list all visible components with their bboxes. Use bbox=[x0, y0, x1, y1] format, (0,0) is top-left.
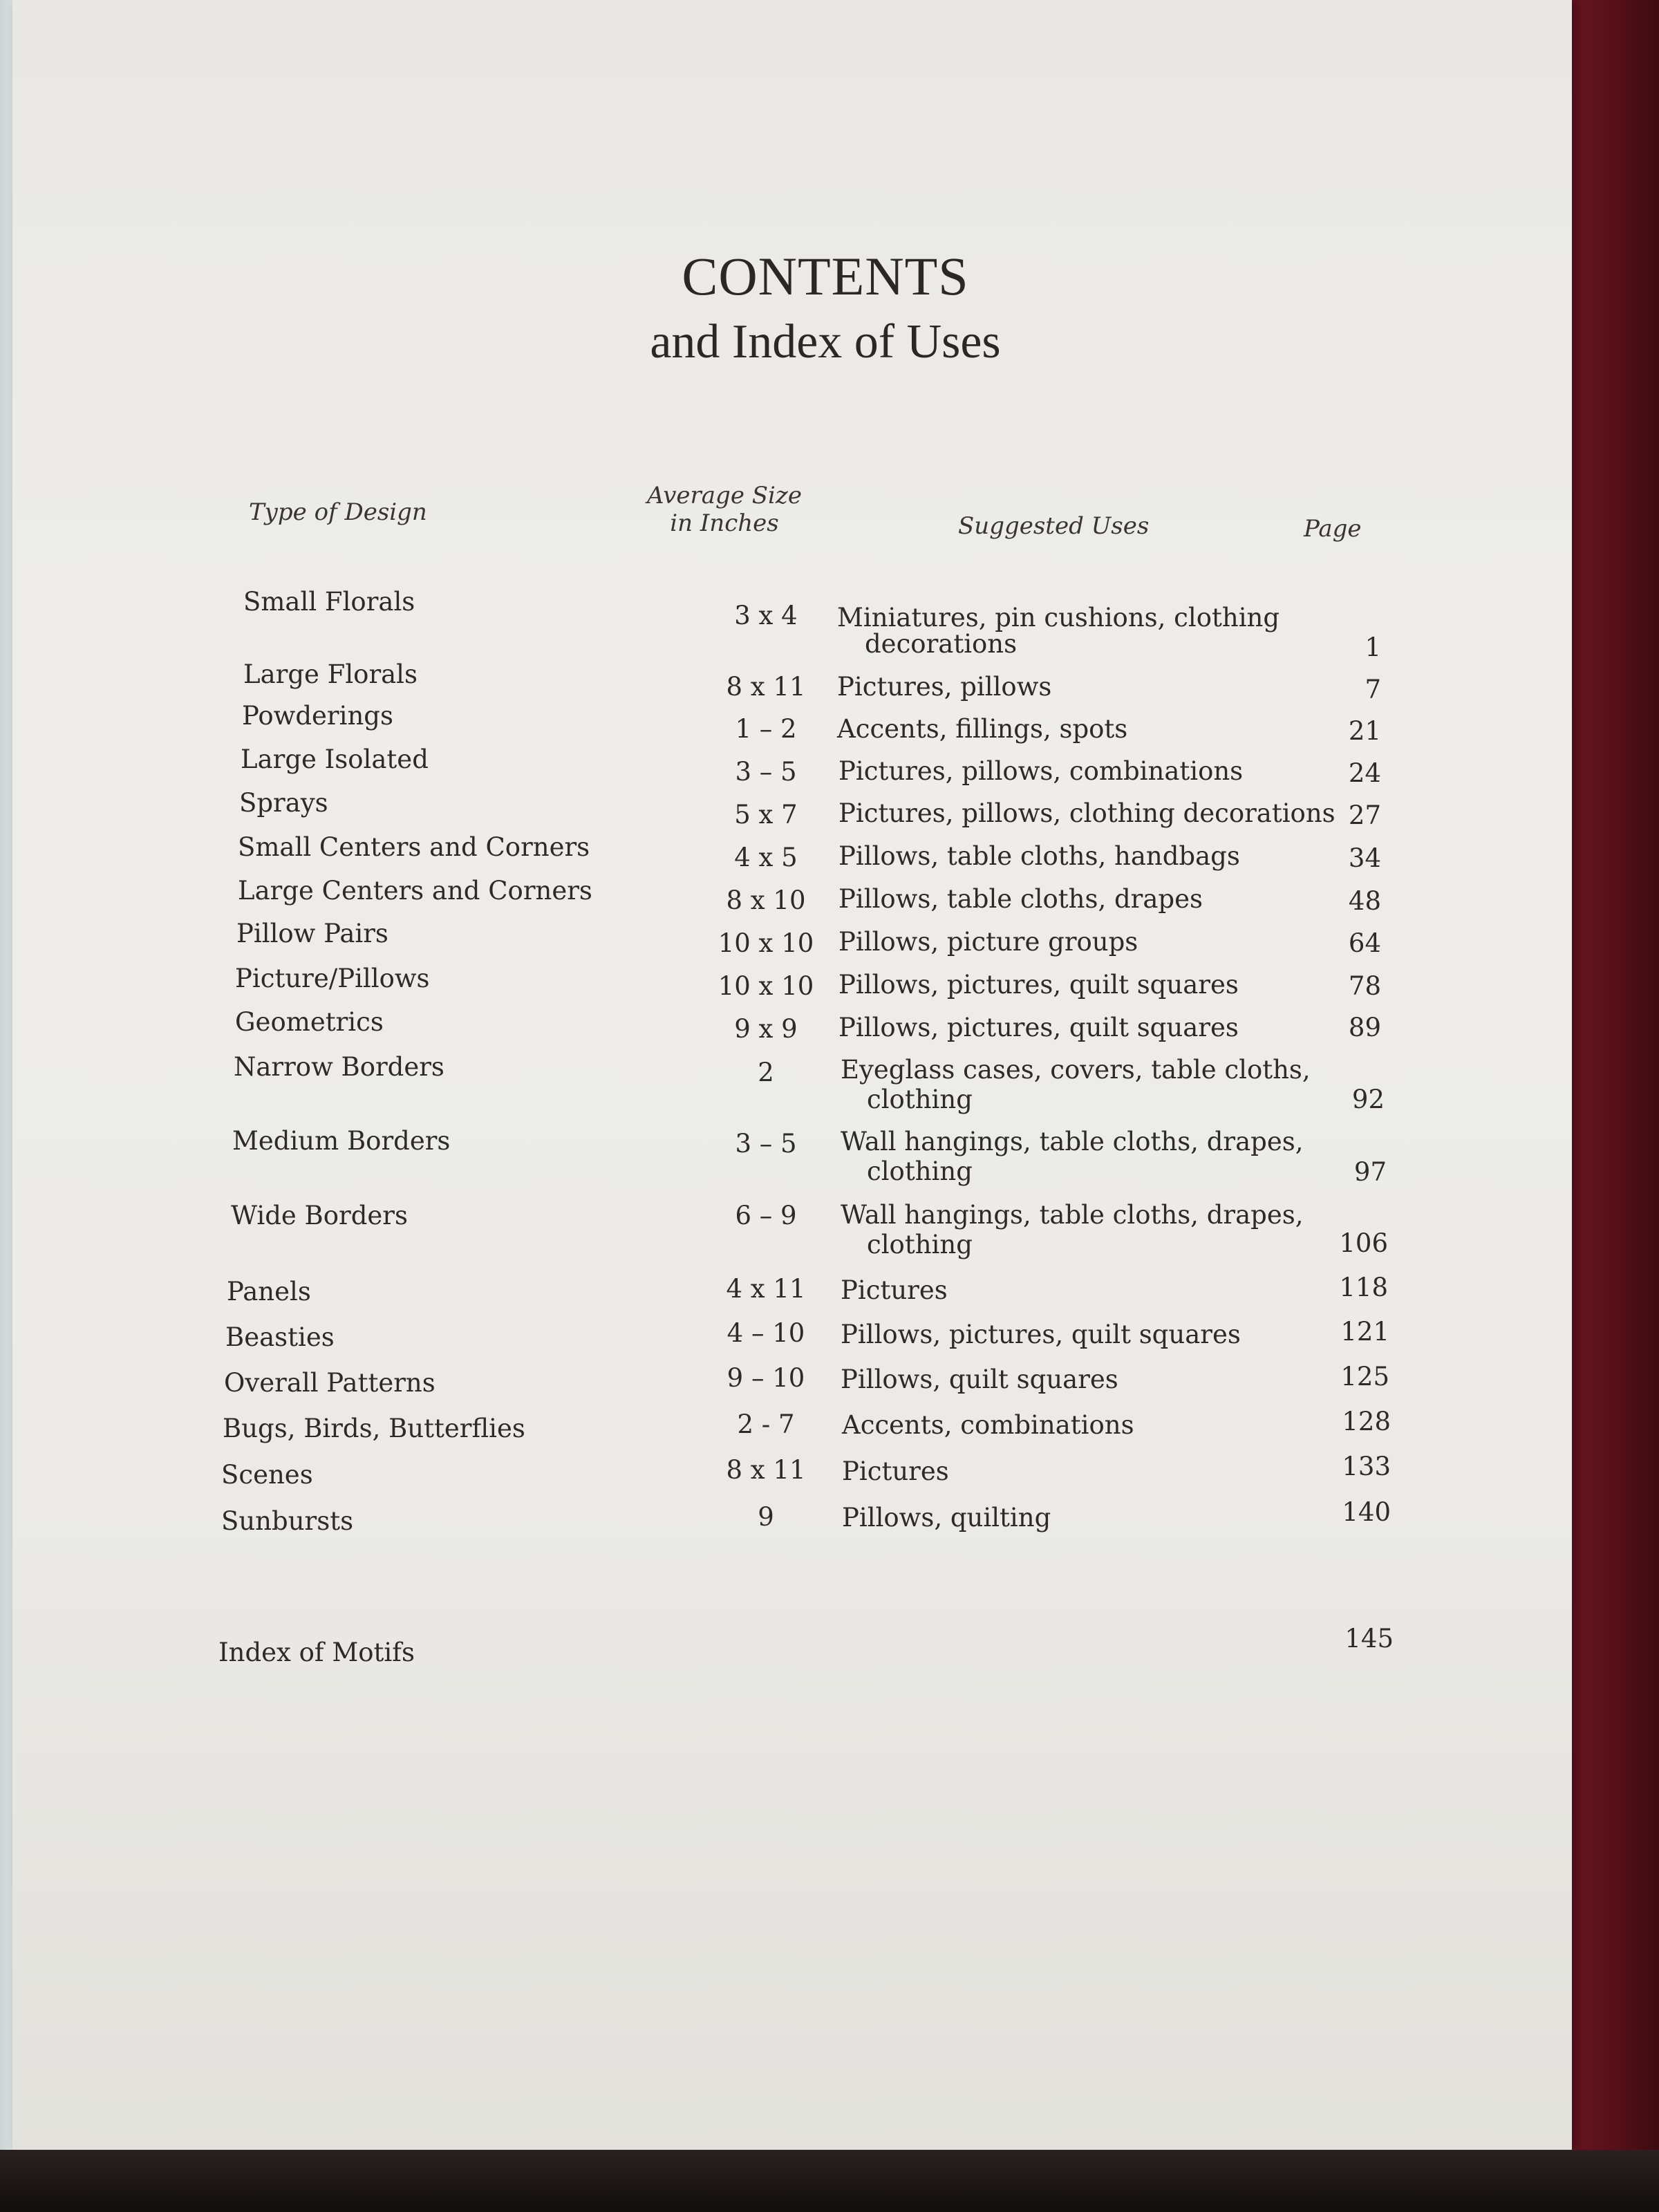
row-uses: Wall hangings, table cloths, drapes, bbox=[841, 1200, 1304, 1230]
row-page: 97 bbox=[1353, 1157, 1387, 1187]
row-size: 8 x 11 bbox=[726, 1455, 806, 1485]
row-type: Powderings bbox=[242, 701, 393, 731]
index-of-motifs-page: 145 bbox=[1344, 1624, 1394, 1653]
header-type: Type of Design bbox=[249, 498, 427, 526]
row-uses-cont: clothing bbox=[867, 1156, 973, 1186]
row-type: Small Florals bbox=[243, 587, 415, 617]
row-size: 1 – 2 bbox=[735, 714, 797, 744]
header-size-line1: Average Size bbox=[647, 482, 802, 509]
row-uses: Accents, combinations bbox=[842, 1410, 1134, 1440]
page-title: CONTENTS bbox=[682, 246, 969, 306]
row-page: 128 bbox=[1342, 1407, 1391, 1436]
row-uses: Pillows, quilting bbox=[842, 1503, 1051, 1533]
row-uses: Pictures bbox=[841, 1275, 948, 1305]
header-uses: Suggested Uses bbox=[958, 512, 1150, 540]
header-page: Page bbox=[1304, 515, 1362, 543]
row-uses: Pictures bbox=[842, 1456, 949, 1486]
row-page: 89 bbox=[1348, 1013, 1381, 1042]
row-uses: Pillows, pictures, quilt squares bbox=[841, 1320, 1241, 1349]
row-page: 34 bbox=[1348, 843, 1381, 873]
row-page: 125 bbox=[1340, 1362, 1389, 1391]
row-type: Picture/Pillows bbox=[235, 964, 430, 993]
row-uses: Pictures, pillows, combinations bbox=[838, 756, 1244, 786]
row-type: Narrow Borders bbox=[234, 1052, 444, 1082]
row-size: 8 x 11 bbox=[726, 672, 806, 702]
row-uses-cont: decorations bbox=[865, 629, 1018, 659]
page-subtitle: and Index of Uses bbox=[650, 315, 1001, 368]
row-size: 4 x 5 bbox=[734, 843, 798, 872]
row-page: 106 bbox=[1339, 1228, 1388, 1258]
row-type: Large Florals bbox=[243, 659, 418, 689]
row-size: 9 x 9 bbox=[734, 1014, 798, 1044]
row-page: 7 bbox=[1365, 675, 1381, 704]
row-uses: Pillows, pictures, quilt squares bbox=[838, 970, 1239, 1000]
row-type: Beasties bbox=[225, 1322, 335, 1352]
row-size: 3 x 4 bbox=[734, 601, 798, 630]
row-uses: Eyeglass cases, covers, table cloths, bbox=[841, 1055, 1311, 1085]
row-uses: Pictures, pillows, clothing decorations bbox=[838, 798, 1335, 828]
row-size: 8 x 10 bbox=[726, 885, 806, 915]
row-page: 21 bbox=[1348, 716, 1381, 746]
row-type: Large Centers and Corners bbox=[238, 876, 592, 906]
row-size: 2 bbox=[758, 1058, 774, 1087]
row-type: Wide Borders bbox=[231, 1201, 408, 1230]
row-type: Large Isolated bbox=[241, 744, 429, 774]
row-size: 3 – 5 bbox=[735, 1129, 797, 1159]
row-size: 10 x 10 bbox=[718, 928, 814, 958]
row-size: 9 – 10 bbox=[727, 1363, 805, 1393]
row-size: 6 – 9 bbox=[735, 1201, 797, 1230]
row-page: 27 bbox=[1348, 800, 1381, 830]
row-page: 133 bbox=[1342, 1452, 1391, 1481]
row-type: Sunbursts bbox=[221, 1506, 354, 1536]
row-uses: Pillows, picture groups bbox=[838, 927, 1138, 957]
row-page: 121 bbox=[1340, 1317, 1389, 1347]
row-uses: Miniatures, pin cushions, clothing bbox=[837, 603, 1280, 632]
row-uses: Wall hangings, table cloths, drapes, bbox=[841, 1127, 1304, 1156]
row-type: Overall Patterns bbox=[224, 1368, 435, 1398]
row-type: Bugs, Birds, Butterflies bbox=[223, 1414, 525, 1443]
row-size: 4 x 11 bbox=[726, 1274, 806, 1304]
row-size: 10 x 10 bbox=[718, 971, 814, 1001]
row-page: 92 bbox=[1351, 1085, 1385, 1114]
row-type: Pillow Pairs bbox=[236, 919, 388, 948]
row-type: Sprays bbox=[239, 788, 328, 818]
row-type: Small Centers and Corners bbox=[238, 832, 590, 862]
row-size: 9 bbox=[758, 1502, 774, 1532]
row-page: 140 bbox=[1342, 1497, 1391, 1527]
row-uses: Accents, fillings, spots bbox=[837, 714, 1128, 744]
row-uses: Pillows, pictures, quilt squares bbox=[838, 1013, 1239, 1042]
row-size: 5 x 7 bbox=[734, 800, 798, 830]
row-type: Scenes bbox=[221, 1460, 313, 1490]
row-uses-cont: clothing bbox=[867, 1085, 973, 1114]
row-type: Geometrics bbox=[235, 1007, 384, 1037]
row-size: 4 – 10 bbox=[727, 1318, 805, 1348]
row-page: 64 bbox=[1348, 928, 1381, 958]
row-uses: Pillows, quilt squares bbox=[841, 1365, 1118, 1394]
row-page: 24 bbox=[1348, 758, 1381, 788]
row-uses-cont: clothing bbox=[867, 1230, 973, 1259]
page-bottom-shadow bbox=[0, 2150, 1659, 2212]
row-page: 78 bbox=[1348, 971, 1381, 1001]
row-page: 48 bbox=[1348, 886, 1381, 916]
index-of-motifs-label: Index of Motifs bbox=[218, 1638, 415, 1667]
book-page bbox=[12, 0, 1572, 2150]
row-size: 2 - 7 bbox=[737, 1409, 795, 1439]
row-type: Panels bbox=[227, 1277, 311, 1306]
row-uses: Pillows, table cloths, handbags bbox=[838, 841, 1240, 871]
row-page: 118 bbox=[1339, 1273, 1388, 1302]
row-type: Medium Borders bbox=[232, 1126, 451, 1156]
row-page: 1 bbox=[1365, 632, 1381, 662]
row-uses: Pictures, pillows bbox=[837, 672, 1052, 702]
header-size-line2: in Inches bbox=[670, 509, 779, 537]
row-size: 3 – 5 bbox=[735, 757, 797, 787]
row-uses: Pillows, table cloths, drapes bbox=[838, 884, 1203, 914]
